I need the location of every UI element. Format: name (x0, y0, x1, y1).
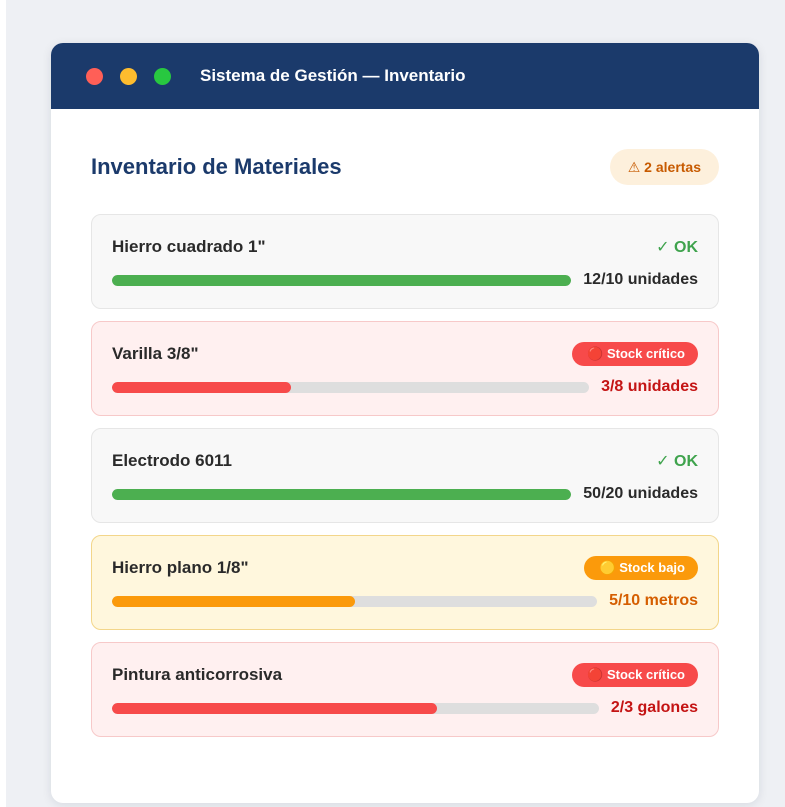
inventory-item[interactable] (91, 428, 719, 523)
stock-progress-fill (112, 703, 437, 714)
item-name: Pintura anticorrosiva (112, 665, 283, 684)
inventory-item[interactable] (91, 535, 719, 630)
inventory-item[interactable] (91, 642, 719, 737)
inventory-panel (51, 109, 759, 737)
stock-quantity: 5/10 metros (609, 592, 698, 609)
inventory-list (91, 214, 719, 737)
stock-row (112, 269, 698, 291)
stock-row (112, 376, 698, 398)
stock-progress-fill (112, 382, 291, 393)
status-badge: 🟡 Stock bajo (584, 556, 698, 580)
stock-progress-bar (112, 382, 589, 393)
item-name: Electrodo 6011 (112, 451, 233, 470)
stock-row (112, 590, 698, 612)
inventory-item[interactable] (91, 214, 719, 309)
inventory-item-header (112, 662, 698, 688)
status-badge: ✓ OK (656, 239, 698, 256)
stock-quantity: 12/10 unidades (583, 271, 698, 288)
inventory-item-header (112, 448, 698, 474)
alerts-badge[interactable]: ⚠ 2 alertas (610, 149, 719, 185)
stock-quantity: 2/3 galones (610, 699, 698, 716)
maximize-window-button[interactable] (154, 68, 171, 85)
inventory-item-header (112, 234, 698, 260)
page-edge (0, 0, 6, 807)
item-name: Varilla 3/8" (112, 344, 199, 363)
status-badge: 🔴 Stock crítico (572, 663, 698, 687)
stock-quantity: 3/8 unidades (601, 378, 698, 395)
stock-row (112, 483, 698, 505)
status-badge: ✓ OK (656, 453, 698, 470)
inventory-item-header (112, 555, 698, 581)
stock-progress-fill (112, 489, 571, 500)
stock-progress-bar (112, 703, 599, 714)
stock-progress-bar (112, 275, 571, 286)
minimize-window-button[interactable] (120, 68, 137, 85)
page-title: Inventario de Materiales (91, 154, 342, 179)
stock-progress-fill (112, 275, 571, 286)
close-window-button[interactable] (86, 68, 103, 85)
stock-progress-fill (112, 596, 355, 607)
stock-quantity: 50/20 unidades (583, 485, 698, 502)
item-name: Hierro plano 1/8" (112, 558, 249, 577)
status-badge: 🔴 Stock crítico (572, 342, 698, 366)
item-name: Hierro cuadrado 1" (112, 237, 266, 256)
stock-progress-bar (112, 596, 597, 607)
inventory-header (91, 149, 719, 185)
app-window (51, 43, 759, 803)
stock-row (112, 697, 698, 719)
window-title: Sistema de Gestión — Inventario (200, 66, 466, 85)
stock-progress-bar (112, 489, 571, 500)
inventory-item-header (112, 341, 698, 367)
title-bar (51, 43, 759, 109)
inventory-item[interactable] (91, 321, 719, 416)
